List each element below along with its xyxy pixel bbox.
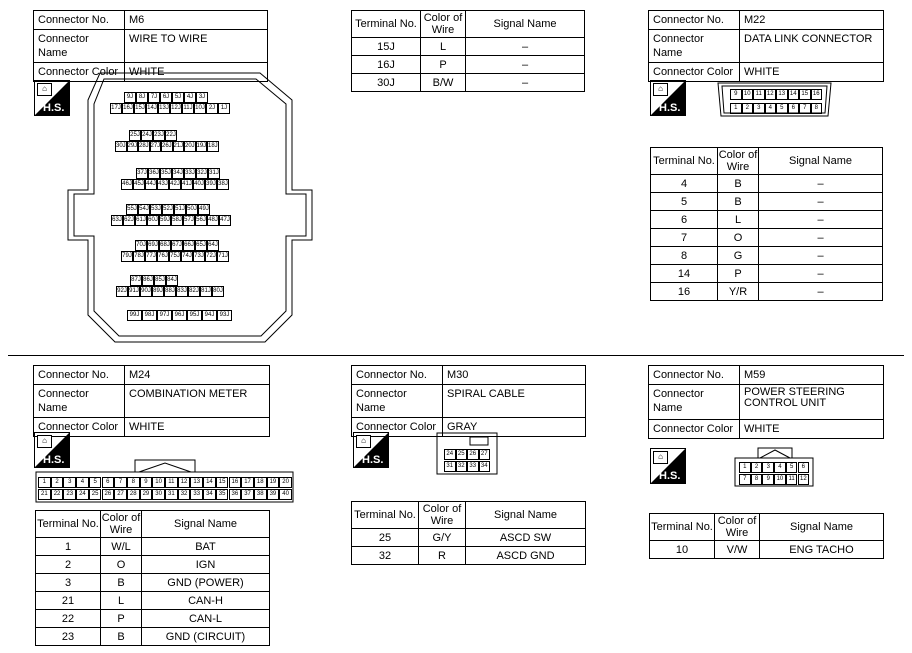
- pin-label: 87J: [130, 275, 142, 286]
- pin-label: 12: [178, 477, 191, 488]
- pin-label: 15: [216, 477, 229, 488]
- pin-label: 8: [811, 103, 823, 114]
- pin-label: 25J: [129, 130, 141, 141]
- terminal-no-header: Terminal No.: [352, 502, 419, 529]
- table-row: 16 Y/R –: [651, 283, 883, 301]
- pin-label: 30: [152, 489, 165, 500]
- pin-label: 19J: [196, 141, 208, 152]
- pin-label: 52J: [162, 204, 174, 215]
- pin-label: 23: [63, 489, 76, 500]
- pin-label: 6: [788, 103, 800, 114]
- pin-label: 3: [63, 477, 76, 488]
- pin-label: 12: [765, 89, 777, 100]
- pin-label: 92J: [116, 286, 128, 297]
- pin-label: 40J: [193, 179, 205, 190]
- pin-label: 24: [444, 449, 456, 460]
- wire-color-header: Color of Wire: [718, 149, 758, 173]
- pin-label: 10: [152, 477, 165, 488]
- table-row: 15J L –: [352, 38, 585, 56]
- pin-label: 15J: [134, 103, 146, 114]
- pin-label: 5: [776, 103, 788, 114]
- pin-label: 7: [739, 474, 751, 485]
- pin-label: 97J: [157, 310, 172, 321]
- connector-no-label: Connector No.: [34, 366, 125, 385]
- pin-label: 36: [229, 489, 242, 500]
- pin-label: 17J: [110, 103, 122, 114]
- harness-side-icon: ⌂ H.S.: [34, 432, 70, 468]
- signal-name-header: Signal Name: [466, 502, 586, 529]
- pin-label: 66J: [183, 240, 195, 251]
- pin-label: 37: [241, 489, 254, 500]
- table-row: 14 P –: [651, 265, 883, 283]
- table-row: 1 W/L BAT: [36, 538, 270, 556]
- pin-label: 29J: [127, 141, 139, 152]
- harness-side-icon: ⌂ H.S.: [650, 448, 686, 484]
- harness-side-icon: ⌂ H.S.: [353, 432, 389, 468]
- m30-connector-no: M30: [443, 366, 586, 385]
- connector-no-label: Connector No.: [649, 11, 740, 30]
- pin-label: 40: [279, 489, 292, 500]
- pin-label: 4: [76, 477, 89, 488]
- pin-label: 76J: [157, 251, 169, 262]
- pin-label: 4: [774, 462, 786, 473]
- pin-label: 2J: [206, 103, 218, 114]
- pin-label: 2: [751, 462, 763, 473]
- connector-color-label: Connector Color: [649, 420, 740, 439]
- pin-label: 2: [742, 103, 754, 114]
- pin-label: 3: [753, 103, 765, 114]
- pin-label: 39: [267, 489, 280, 500]
- pin-label: 8J: [136, 92, 148, 103]
- pin-label: 83J: [176, 286, 188, 297]
- pin-label: 31J: [208, 168, 220, 179]
- pin-label: 9: [730, 89, 742, 100]
- pin-label: 33: [467, 461, 479, 472]
- m30-connector-color: GRAY: [443, 418, 586, 437]
- pin-label: 24: [76, 489, 89, 500]
- pin-label: 45J: [133, 179, 145, 190]
- signal-name-header: Signal Name: [759, 148, 883, 175]
- pin-label: 81J: [200, 286, 212, 297]
- table-row: 10 V/W ENG TACHO: [650, 541, 884, 559]
- pin-label: 38: [254, 489, 267, 500]
- pin-label: 9: [762, 474, 774, 485]
- connector-name-label: Connector Name: [649, 385, 740, 420]
- pin-label: 50J: [186, 204, 198, 215]
- pin-label: 6J: [160, 92, 172, 103]
- pin-label: 6: [102, 477, 115, 488]
- pin-label: 31: [165, 489, 178, 500]
- connector-color-label: Connector Color: [352, 418, 443, 437]
- section-divider: [8, 355, 904, 356]
- pin-label: 69J: [147, 240, 159, 251]
- pin-label: 7: [799, 103, 811, 114]
- pin-label: 91J: [128, 286, 140, 297]
- pin-label: 70J: [135, 240, 147, 251]
- pin-label: 20J: [184, 141, 196, 152]
- table-row: 5 B –: [651, 193, 883, 211]
- pin-label: 2: [51, 477, 64, 488]
- harness-side-icon: ⌂ H.S.: [34, 80, 70, 116]
- pin-label: 8: [751, 474, 763, 485]
- pin-label: 82J: [188, 286, 200, 297]
- pin-label: 10: [742, 89, 754, 100]
- table-row: 16J P –: [352, 56, 585, 74]
- pin-label: 27: [479, 449, 491, 460]
- pin-label: 89J: [152, 286, 164, 297]
- connector-name-label: Connector Name: [352, 385, 443, 418]
- connector-name-label: Connector Name: [34, 385, 125, 418]
- m6-connector-color: WHITE: [125, 63, 268, 82]
- pin-label: 95J: [187, 310, 202, 321]
- pin-label: 16J: [122, 103, 134, 114]
- pin-label: 27J: [150, 141, 162, 152]
- wire-color-header: Color of Wire: [715, 514, 760, 541]
- pin-label: 16: [229, 477, 242, 488]
- m59-connector-no: M59: [740, 366, 884, 385]
- pin-label: 26: [102, 489, 115, 500]
- pin-label: 65J: [195, 240, 207, 251]
- pin-label: 26J: [161, 141, 173, 152]
- pin-label: 15: [799, 89, 811, 100]
- pin-label: 8: [127, 477, 140, 488]
- pin-label: 59J: [159, 215, 171, 226]
- pin-label: 56J: [195, 215, 207, 226]
- pin-label: 60J: [147, 215, 159, 226]
- pin-label: 24J: [141, 130, 153, 141]
- m22-connector-color: WHITE: [740, 63, 884, 82]
- pin-label: 85J: [154, 275, 166, 286]
- pin-label: 11J: [182, 103, 194, 114]
- pin-label: 29: [140, 489, 153, 500]
- pin-label: 11: [753, 89, 765, 100]
- pin-label: 51J: [174, 204, 186, 215]
- m24-connector-color: WHITE: [125, 418, 270, 437]
- wire-color-header: Color of Wire: [101, 512, 141, 536]
- table-row: 21 L CAN-H: [36, 592, 270, 610]
- pin-label: 80J: [212, 286, 224, 297]
- pin-label: 53J: [150, 204, 162, 215]
- table-row: 32 R ASCD GND: [352, 547, 586, 565]
- pin-label: 43J: [157, 179, 169, 190]
- pin-label: 32: [456, 461, 468, 472]
- connector-no-label: Connector No.: [352, 366, 443, 385]
- m24-connector-info: [33, 365, 270, 437]
- pin-label: 35: [216, 489, 229, 500]
- terminal-no-header: Terminal No.: [36, 511, 101, 538]
- pin-label: 9: [140, 477, 153, 488]
- pin-label: 37J: [136, 168, 148, 179]
- pin-label: 28J: [138, 141, 150, 152]
- connector-no-label: Connector No.: [34, 11, 125, 30]
- m24-connector-name: COMBINATION METER: [125, 385, 270, 418]
- m59-signal-table: [649, 513, 884, 559]
- pin-label: 41J: [181, 179, 193, 190]
- pin-label: 1J: [218, 103, 230, 114]
- pin-label: 93J: [217, 310, 232, 321]
- connector-color-label: Connector Color: [34, 63, 125, 82]
- table-row: 4 B –: [651, 175, 883, 193]
- table-row: 25 G/Y ASCD SW: [352, 529, 586, 547]
- pin-label: 35J: [160, 168, 172, 179]
- pin-label: 7: [114, 477, 127, 488]
- pin-label: 20: [279, 477, 292, 488]
- pin-label: 14: [788, 89, 800, 100]
- table-row: 7 O –: [651, 229, 883, 247]
- pin-label: 14: [203, 477, 216, 488]
- pin-label: 98J: [142, 310, 157, 321]
- m22-connector-outline: [712, 80, 837, 122]
- pin-label: 25: [456, 449, 468, 460]
- m6-connector-no: M6: [125, 11, 268, 30]
- pin-label: 25: [89, 489, 102, 500]
- pin-label: 33J: [184, 168, 196, 179]
- table-row: 30J B/W –: [352, 74, 585, 92]
- pin-label: 78J: [133, 251, 145, 262]
- pin-label: 18J: [207, 141, 219, 152]
- pin-label: 34: [479, 461, 491, 472]
- pin-label: 16: [811, 89, 823, 100]
- pin-label: 46J: [121, 179, 133, 190]
- signal-name-header: Signal Name: [142, 511, 270, 538]
- connector-color-label: Connector Color: [649, 63, 740, 82]
- pin-label: 1: [730, 103, 742, 114]
- signal-name-header: Signal Name: [760, 514, 884, 541]
- pin-label: 10J: [194, 103, 206, 114]
- m6-connector-name: WIRE TO WIRE: [125, 30, 268, 63]
- pin-label: 77J: [145, 251, 157, 262]
- pin-label: 7J: [148, 92, 160, 103]
- pin-label: 42J: [169, 179, 181, 190]
- pin-label: 79J: [121, 251, 133, 262]
- pin-label: 17: [241, 477, 254, 488]
- pin-label: 22: [51, 489, 64, 500]
- pin-label: 47J: [219, 215, 231, 226]
- pin-label: 58J: [171, 215, 183, 226]
- pin-label: 39J: [205, 179, 217, 190]
- pin-label: 10: [774, 474, 786, 485]
- pin-label: 54J: [138, 204, 150, 215]
- pin-label: 4: [765, 103, 777, 114]
- pin-label: 13J: [158, 103, 170, 114]
- connector-color-label: Connector Color: [34, 418, 125, 437]
- m22-connector-info: [648, 10, 884, 82]
- m59-connector-info: [648, 365, 884, 439]
- table-row: 3 B GND (POWER): [36, 574, 270, 592]
- pin-label: 21: [38, 489, 51, 500]
- connector-name-label: Connector Name: [649, 30, 740, 63]
- pin-label: 6: [798, 462, 810, 473]
- pin-label: 55J: [126, 204, 138, 215]
- m22-connector-no: M22: [740, 11, 884, 30]
- wire-color-header: Color of Wire: [419, 502, 466, 529]
- table-row: 8 G –: [651, 247, 883, 265]
- pin-label: 21J: [173, 141, 185, 152]
- pin-label: 13: [776, 89, 788, 100]
- pin-label: 5: [786, 462, 798, 473]
- pin-label: 96J: [172, 310, 187, 321]
- connector-no-label: Connector No.: [649, 366, 740, 385]
- terminal-no-header: Terminal No.: [650, 514, 715, 541]
- pin-label: 1: [739, 462, 751, 473]
- table-row: 23 B GND (CIRCUIT): [36, 628, 270, 646]
- pin-label: 34: [203, 489, 216, 500]
- pin-label: 86J: [142, 275, 154, 286]
- pin-label: 62J: [123, 215, 135, 226]
- terminal-no-header: Terminal No.: [651, 148, 718, 175]
- m30-connector-info: [351, 365, 586, 437]
- m22-signal-table: [650, 147, 883, 301]
- pin-label: 5J: [172, 92, 184, 103]
- pin-label: 94J: [202, 310, 217, 321]
- pin-label: 3J: [196, 92, 208, 103]
- pin-label: 90J: [140, 286, 152, 297]
- pin-label: 73J: [193, 251, 205, 262]
- pin-label: 13: [190, 477, 203, 488]
- pin-label: 71J: [217, 251, 229, 262]
- pin-label: 64J: [207, 240, 219, 251]
- m30-signal-table: [351, 501, 586, 565]
- pin-label: 23J: [153, 130, 165, 141]
- pin-label: 19: [267, 477, 280, 488]
- pin-label: 38J: [217, 179, 229, 190]
- pin-label: 1: [38, 477, 51, 488]
- pin-label: 67J: [171, 240, 183, 251]
- pin-label: 49J: [198, 204, 210, 215]
- harness-side-icon: ⌂ H.S.: [650, 80, 686, 116]
- pin-label: 3: [762, 462, 774, 473]
- pin-label: 14J: [146, 103, 158, 114]
- pin-label: 18: [254, 477, 267, 488]
- terminal-no-header: Terminal No.: [352, 11, 421, 38]
- pin-label: 32: [178, 489, 191, 500]
- pin-label: 84J: [166, 275, 178, 286]
- pin-label: 44J: [145, 179, 157, 190]
- pin-label: 4J: [184, 92, 196, 103]
- pin-label: 28: [127, 489, 140, 500]
- pin-label: 30J: [115, 141, 127, 152]
- m22-connector-name: DATA LINK CONNECTOR: [740, 30, 884, 63]
- connector-name-label: Connector Name: [34, 30, 125, 63]
- wire-color-header: Color of Wire: [421, 11, 466, 38]
- pin-label: 26: [467, 449, 479, 460]
- m24-signal-table: [35, 510, 270, 646]
- m59-connector-name: POWER STEERING CONTROL UNIT: [740, 385, 884, 420]
- pin-label: 33: [190, 489, 203, 500]
- pin-label: 9J: [124, 92, 136, 103]
- m30-connector-name: SPIRAL CABLE: [443, 385, 586, 418]
- m6-signal-table: [351, 10, 585, 92]
- pin-label: 5: [89, 477, 102, 488]
- pin-label: 22J: [165, 130, 177, 141]
- table-row: 22 P CAN-L: [36, 610, 270, 628]
- pin-label: 72J: [205, 251, 217, 262]
- pin-label: 31: [444, 461, 456, 472]
- table-row: 6 L –: [651, 211, 883, 229]
- pin-label: 74J: [181, 251, 193, 262]
- pin-label: 61J: [135, 215, 147, 226]
- pin-label: 27: [114, 489, 127, 500]
- pin-label: 63J: [111, 215, 123, 226]
- pin-label: 57J: [183, 215, 195, 226]
- pin-label: 11: [165, 477, 178, 488]
- pin-label: 34J: [172, 168, 184, 179]
- pin-label: 12J: [170, 103, 182, 114]
- pin-label: 12: [798, 474, 810, 485]
- m59-connector-color: WHITE: [740, 420, 884, 439]
- pin-label: 36J: [148, 168, 160, 179]
- m24-connector-no: M24: [125, 366, 270, 385]
- pin-label: 32J: [196, 168, 208, 179]
- pin-label: 88J: [164, 286, 176, 297]
- pin-label: 48J: [207, 215, 219, 226]
- table-row: 2 O IGN: [36, 556, 270, 574]
- pin-label: 75J: [169, 251, 181, 262]
- pin-label: 68J: [159, 240, 171, 251]
- signal-name-header: Signal Name: [466, 11, 585, 38]
- pin-label: 11: [786, 474, 798, 485]
- pin-label: 99J: [127, 310, 142, 321]
